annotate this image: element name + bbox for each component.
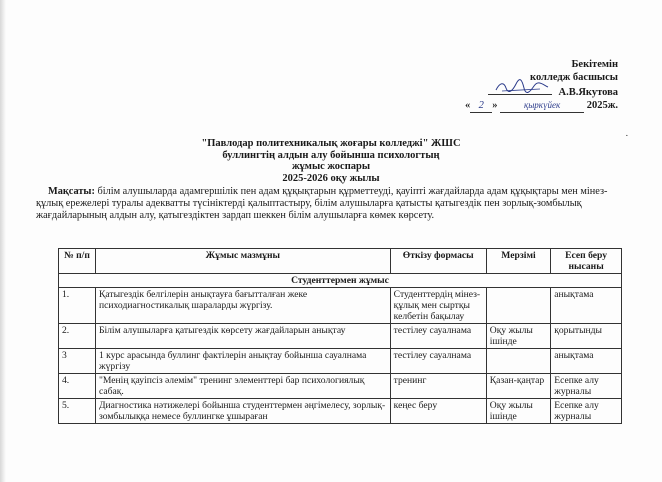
purpose-paragraph: [36, 186, 626, 223]
approval-date: [465, 99, 618, 113]
table-row: [59, 374, 622, 399]
table-row: [59, 349, 622, 374]
approval-block: [465, 58, 618, 113]
signature-line: [488, 84, 552, 95]
date-year: 2025ж.: [586, 100, 618, 111]
row-work: Қатыгездік белгілерін анықтауға бағытталған жеке психодиагностикалық шараларды жүргізу.: [95, 288, 390, 324]
row-form: тренинг: [390, 374, 486, 399]
approval-signer-name: А.В.Якутова: [558, 87, 618, 98]
approval-position: колледж басшысы: [530, 72, 618, 83]
row-report: қорытынды: [551, 324, 622, 349]
row-report: Есепке алу журналы: [551, 374, 622, 399]
row-form: тестілеу сауалнама: [390, 324, 486, 349]
row-num: 1.: [59, 288, 96, 324]
row-work: Диагностика нәтижелері бойынша студенттермен әңгімелесу, зорлық-зомбылыққа немесе буллингке ұшыраған: [95, 399, 390, 424]
row-term: Қазан-қаңтар: [486, 374, 550, 399]
row-num: 4.: [59, 374, 96, 399]
row-num: 3: [59, 349, 96, 374]
date-close-quote: »: [492, 100, 498, 111]
approval-title: Бекітемін: [571, 59, 618, 70]
scan-edge: [0, 0, 6, 482]
signature-icon: [494, 78, 550, 96]
header-report: Есеп беру нысаны: [551, 249, 622, 274]
header-work: Жұмыс мазмұны: [95, 249, 390, 274]
row-term: Оқу жылы ішінде: [486, 399, 550, 424]
section-title: Студенттермен жұмыс: [59, 274, 622, 288]
scan-dot: .: [625, 128, 628, 138]
row-work: 1 курс арасында буллинг фактілерін анықтау бойынша сауалнама жүргізу: [95, 349, 390, 374]
date-month: қыркүйек: [500, 99, 584, 113]
row-report: Есепке алу журналы: [551, 399, 622, 424]
row-report: анықтама: [551, 288, 622, 324]
date-day: 2: [470, 99, 492, 113]
table-header-row: [59, 249, 622, 274]
header-term: Мерзімі: [486, 249, 550, 274]
row-term: [486, 288, 550, 324]
row-work: "Менің қауіпсіз әлемім" тренинг элементтері бар психологиялық сабақ.: [95, 374, 390, 399]
purpose-text: білім алушыларда адамгершілік пен адам құқықтарын құрметтеуді, қауіпті жағдайларда адам құқықтары мен мінез-құлық ережелері туралы адекватты түсініктерді қалыптастыру, білім алушыларға қатысты қатыгездік пен зорлық-зомбылық жағдайларының алдын алу, қатыгездіктен зардап шеккен білім алушыларға көмек көрсету.: [36, 186, 608, 222]
row-num: 2.: [59, 324, 96, 349]
title-plan: жұмыс жоспары: [291, 161, 371, 172]
date-open-quote: «: [465, 100, 471, 111]
approval-signer-line: [465, 84, 618, 99]
title-year: 2025-2026 оқу жылы: [282, 172, 380, 184]
header-num: № п/п: [59, 249, 96, 274]
row-report: анықтама: [551, 349, 622, 374]
row-num: 5.: [59, 399, 96, 424]
table-row: [59, 399, 622, 424]
row-work: Білім алушыларға қатыгездік көрсету жағдайларын анықтау: [95, 324, 390, 349]
purpose-label: Мақсаты:: [48, 186, 95, 197]
title-subject: буллингтің алдын алу бойынша психологтың: [222, 149, 440, 161]
row-term: [486, 349, 550, 374]
row-form: тестілеу сауалнама: [390, 349, 486, 374]
header-form: Өткізу формасы: [390, 249, 486, 274]
document-title: [0, 138, 662, 184]
table-row: [59, 324, 622, 349]
work-plan-table: [58, 248, 622, 424]
table-row: [59, 288, 622, 324]
row-form: Студенттердің мінез-құлық мен сыртқы келбетін бақылау: [390, 288, 486, 324]
row-term: Оқу жылы ішінде: [486, 324, 550, 349]
title-org: "Павлодар политехникалық жоғары колледжі" ЖШС: [201, 138, 461, 149]
row-form: кеңес беру: [390, 399, 486, 424]
section-row: [59, 274, 622, 288]
